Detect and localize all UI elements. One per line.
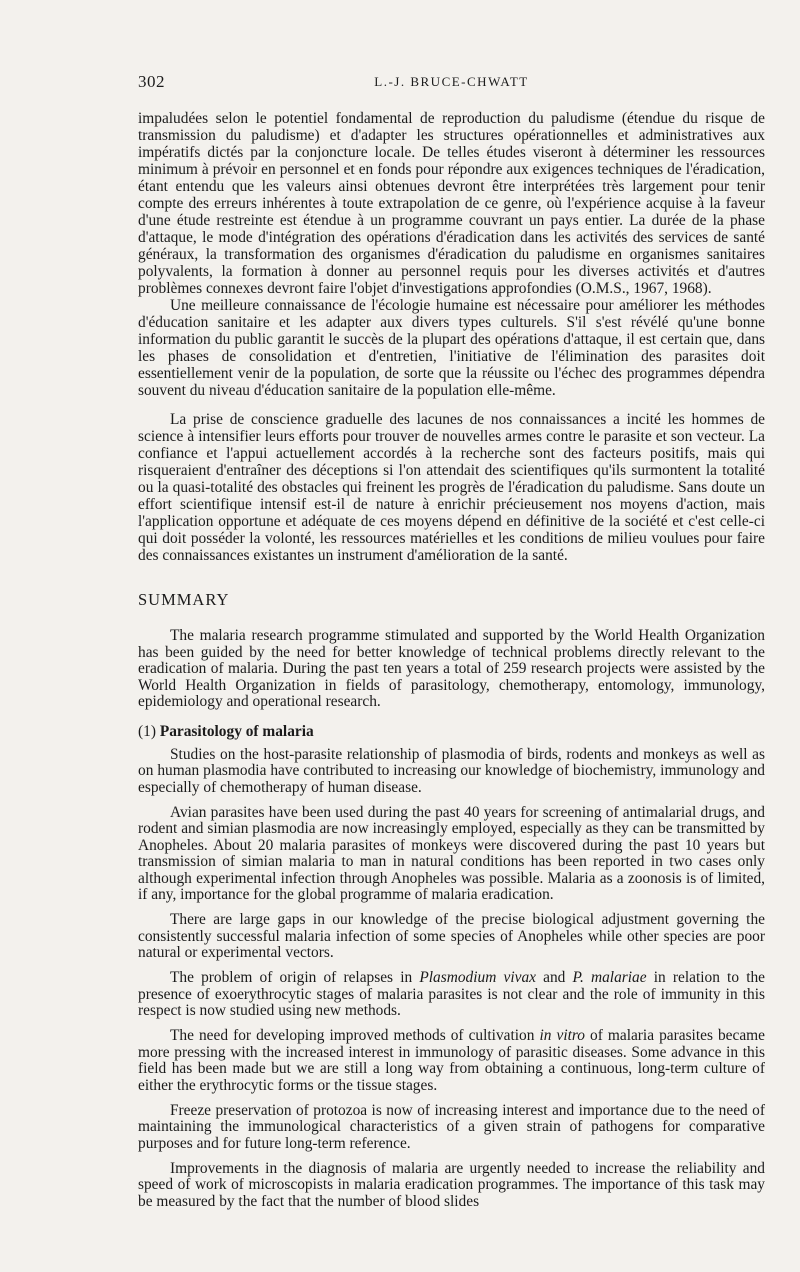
species-name: P. malariae [572,969,647,986]
summary-section [138,628,765,1210]
page-number: 302 [138,72,165,91]
paragraph: Improvements in the diagnosis of malaria are urgently needed to increase the reliability and speed of work of microscopists in malaria eradication programmes. The importance of this task may be measured by the fact that the number of blood slides [138,1159,765,1210]
paragraph: Une meilleure connaissance de l'écologie humaine est nécessaire pour améliorer les méthodes d'éducation sanitaire et les adapter aux divers types culturels. S'il s'est révélé qu'une bonne information du public garantit le succès de la plupart des opérations d'attaque, il est certain que, dans les phases de consolidation et d'entretien, l'initiative de l'élimination des parasites doit essentiellement venir de la population, de sorte que la réussite ou l'échec des programmes dépendra souvent du niveau d'éducation sanitaire de la population elle-même. [138,297,765,399]
summary-heading: SUMMARY [138,590,230,609]
paragraph: Freeze preservation of protozoa is now of increasing interest and importance due to the need of maintaining the immunological characteristics of a given strain of pathogens for comparative purposes and for future long-term reference. [138,1101,765,1152]
french-section [138,110,765,564]
paragraph: There are large gaps in our knowledge of the precise biological adjustment governing the consistently successful malaria infection of some species of Anopheles while other species are poor natural or experimental vectors. [138,911,765,961]
section-title: Parasitology of malaria [159,722,314,740]
paragraph: The malaria research programme stimulated and supported by the World Health Organization has been guided by the need for better knowledge of technical problems directly relevant to the eradication of malaria. During the past ten years a total of 259 research projects were assisted by the World Health Organization in fields of parasitology, chemotherapy, entomology, immunology, epidemiology and operational research. [138,627,765,710]
paragraph: Studies on the host-parasite relationship of plasmodia of birds, rodents and monkeys as well as on human plasmodia have contributed to increasing our knowledge of biochemistry, immunology and especially of chemotherapy of human disease. [138,745,765,796]
page-header [138,72,765,94]
paragraph: The problem of origin of relapses in Plasmodium vivax and P. malariae in relation to the presence of exoerythrocytic stages of malaria parasites is not clear and the role of immunity in this respect is now studied using new methods. [138,969,766,1019]
section-heading [138,723,765,741]
paragraph: Avian parasites have been used during the past 40 years for screening of antimalarial drugs, and rodent and simian plasmodia are now increasingly employed, especially as they can be transmitted by Anopheles. About 20 malaria parasites of monkeys were discovered during the past 10 years but transmission of simian malaria to man in natural conditions has been reported in two cases only although experimental infection through Anopheles was possible. Malaria as a zoonosis is of limited, if any, importance for the global programme of malaria eradication. [138,803,765,903]
running-head: L.-J. BRUCE-CHWATT [374,74,529,89]
species-name: Plasmodium vivax [419,969,536,986]
paragraph: impaludées selon le potentiel fondamental de reproduction du paludisme (étendue du risque de transmission du paludisme) et d'adapter les structures opérationnelles et administratives aux impératifs dictés par la conjoncture locale. De telles études viseront à déterminer les ressources minimum à prévoir en personnel et en fonds pour répondre aux exigences techniques de l'éradication, étant entendu que les valeurs ainsi obtenues devront être interprétées très largement pour tenir compte des erreurs inhérentes à toute extrapolation de ce genre, où l'expérience acquise à la faveur d'une étude restreinte est étendue à un programme couvrant un pays entier. La durée de la phase d'attaque, le mode d'intégration des opérations d'éradication dans les activités des services de santé généraux, la transformation des organismes d'éradication du paludisme en organismes sanitaires polyvalents, la formation à donner au personnel requis pour les diverses activités et d'autres problèmes connexes devront faire l'objet d'investigations approfondies (O.M.S., 1967, 1968). [138,110,765,297]
latin-term: in vitro [539,1027,585,1044]
body-text [138,110,765,1210]
paragraph: The need for developing improved methods of cultivation in vitro of malaria parasites became more pressing with the increased interest in immunology of parasitic diseases. Some advance in this field has been made but we are still a long way from obtaining a continuous, long-term culture of either the erythrocytic forms or the tissue stages. [138,1027,765,1094]
section-number: (1) [138,722,156,740]
paragraph: La prise de conscience graduelle des lacunes de nos connaissances a incité les hommes de science à intensifier leurs efforts pour trouver de nouvelles armes contre le parasite et son vecteur. La confiance et l'appui actuellement accordés à la recherche sont des facteurs positifs, mais qui risqueraient d'entraîner des déceptions si l'on attendait des scientifiques qu'ils surmontent la totalité ou la quasi-totalité des obstacles qui freinent les progrès de l'éradication du paludisme. Sans doute un effort scientifique intensif est-il de nature à enrichir précieusement nos moyens d'action, mais l'application opportune et adéquate de ces moyens dépend en définitive de la société et c'est celle-ci qui doit posséder la volonté, les ressources matérielles et les conditions de milieu voulues pour faire des connaissances existantes un instrument d'amélioration de la santé. [138,411,765,564]
